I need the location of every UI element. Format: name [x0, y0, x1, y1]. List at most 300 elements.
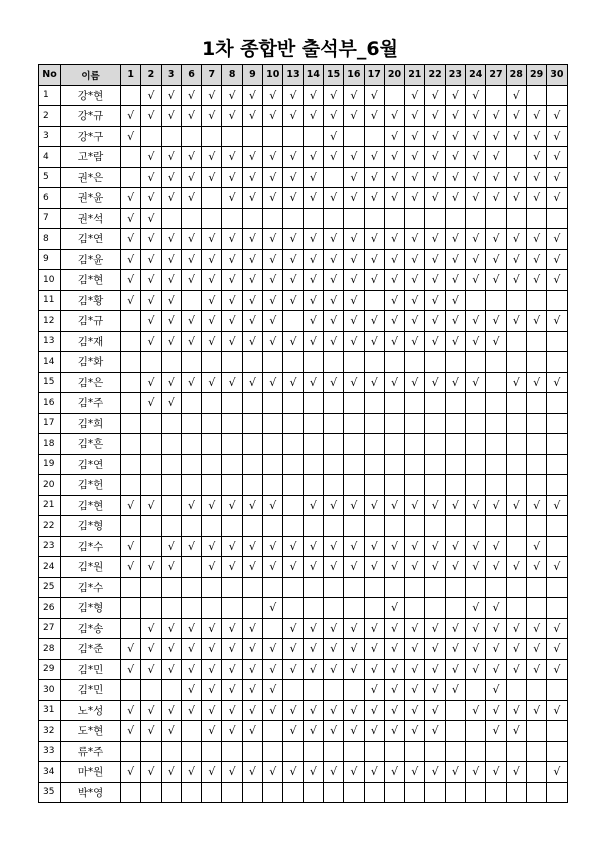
attendance-cell: √: [344, 85, 364, 106]
attendance-cell: √: [242, 721, 262, 742]
attendance-cell: √: [486, 147, 506, 168]
attendance-cell: √: [384, 659, 404, 680]
table-header-row: [39, 65, 568, 86]
attendance-cell: [384, 454, 404, 475]
attendance-cell: √: [526, 557, 546, 578]
attendance-cell: √: [445, 659, 465, 680]
row-number: 19: [39, 454, 61, 475]
attendance-cell: √: [141, 208, 161, 229]
attendance-cell: √: [303, 700, 323, 721]
attendance-cell: √: [181, 639, 201, 660]
attendance-cell: √: [242, 311, 262, 332]
attendance-cell: [121, 680, 141, 701]
attendance-cell: √: [303, 762, 323, 783]
attendance-cell: [506, 741, 526, 762]
attendance-cell: √: [425, 147, 445, 168]
attendance-cell: √: [202, 167, 222, 188]
attendance-cell: √: [283, 85, 303, 106]
header-day: 10: [263, 65, 283, 86]
attendance-cell: [344, 393, 364, 414]
attendance-cell: √: [283, 618, 303, 639]
row-number: 15: [39, 372, 61, 393]
attendance-cell: [202, 434, 222, 455]
attendance-cell: √: [242, 106, 262, 127]
attendance-cell: [161, 495, 181, 516]
attendance-cell: √: [364, 106, 384, 127]
student-name: 김*은: [61, 372, 121, 393]
attendance-cell: [181, 393, 201, 414]
attendance-cell: √: [263, 188, 283, 209]
row-number: 23: [39, 536, 61, 557]
attendance-cell: [121, 352, 141, 373]
attendance-cell: [121, 413, 141, 434]
student-name: 김*재: [61, 331, 121, 352]
attendance-cell: √: [384, 557, 404, 578]
attendance-cell: [364, 126, 384, 147]
attendance-cell: √: [466, 700, 486, 721]
attendance-cell: [405, 741, 425, 762]
attendance-cell: √: [283, 536, 303, 557]
attendance-cell: √: [303, 290, 323, 311]
attendance-cell: √: [222, 762, 242, 783]
attendance-cell: [263, 126, 283, 147]
attendance-cell: √: [344, 290, 364, 311]
attendance-cell: √: [506, 167, 526, 188]
attendance-cell: √: [344, 270, 364, 291]
attendance-cell: [344, 516, 364, 537]
attendance-cell: √: [445, 85, 465, 106]
header-day: 30: [547, 65, 567, 86]
attendance-cell: √: [323, 721, 343, 742]
attendance-cell: [344, 413, 364, 434]
row-number: 22: [39, 516, 61, 537]
attendance-cell: √: [222, 372, 242, 393]
attendance-cell: √: [263, 167, 283, 188]
attendance-cell: √: [526, 700, 546, 721]
attendance-cell: √: [303, 557, 323, 578]
attendance-cell: [405, 352, 425, 373]
attendance-cell: √: [506, 700, 526, 721]
attendance-cell: √: [425, 762, 445, 783]
attendance-cell: √: [384, 680, 404, 701]
attendance-cell: [384, 208, 404, 229]
table-row: [39, 270, 568, 291]
attendance-cell: √: [425, 680, 445, 701]
attendance-cell: [445, 208, 465, 229]
student-name: 강*규: [61, 106, 121, 127]
attendance-cell: [445, 721, 465, 742]
attendance-cell: [121, 598, 141, 619]
attendance-cell: [344, 680, 364, 701]
attendance-cell: [202, 741, 222, 762]
attendance-cell: √: [466, 167, 486, 188]
attendance-cell: [181, 475, 201, 496]
attendance-cell: √: [242, 618, 262, 639]
attendance-cell: [121, 393, 141, 414]
student-name: 권*은: [61, 167, 121, 188]
attendance-cell: [323, 598, 343, 619]
attendance-cell: √: [405, 290, 425, 311]
attendance-cell: [161, 454, 181, 475]
attendance-cell: √: [526, 495, 546, 516]
attendance-cell: [141, 741, 161, 762]
attendance-cell: [547, 331, 567, 352]
row-number: 28: [39, 639, 61, 660]
attendance-cell: [425, 475, 445, 496]
attendance-cell: [466, 434, 486, 455]
student-name: 강*현: [61, 85, 121, 106]
attendance-cell: √: [222, 290, 242, 311]
attendance-cell: √: [384, 618, 404, 639]
table-row: [39, 495, 568, 516]
attendance-cell: √: [323, 762, 343, 783]
attendance-cell: √: [526, 106, 546, 127]
attendance-cell: [425, 393, 445, 414]
attendance-cell: √: [506, 126, 526, 147]
attendance-cell: √: [486, 311, 506, 332]
attendance-cell: [121, 475, 141, 496]
attendance-cell: √: [121, 188, 141, 209]
row-number: 6: [39, 188, 61, 209]
attendance-cell: [242, 454, 262, 475]
header-day: 20: [384, 65, 404, 86]
attendance-cell: [445, 598, 465, 619]
attendance-cell: [202, 782, 222, 803]
attendance-cell: √: [445, 249, 465, 270]
attendance-cell: √: [283, 167, 303, 188]
student-name: 김*민: [61, 659, 121, 680]
attendance-cell: √: [364, 557, 384, 578]
attendance-cell: [263, 352, 283, 373]
attendance-cell: [222, 741, 242, 762]
attendance-cell: √: [323, 290, 343, 311]
attendance-cell: [323, 413, 343, 434]
attendance-cell: √: [405, 331, 425, 352]
attendance-cell: √: [405, 167, 425, 188]
student-name: 김*화: [61, 352, 121, 373]
attendance-cell: √: [242, 700, 262, 721]
attendance-cell: √: [121, 290, 141, 311]
attendance-cell: [323, 782, 343, 803]
table-row: [39, 454, 568, 475]
attendance-cell: √: [202, 700, 222, 721]
attendance-cell: √: [242, 290, 262, 311]
row-number: 8: [39, 229, 61, 250]
attendance-cell: √: [384, 495, 404, 516]
attendance-cell: √: [242, 147, 262, 168]
attendance-cell: √: [486, 598, 506, 619]
attendance-cell: [445, 352, 465, 373]
student-name: 김*수: [61, 536, 121, 557]
student-name: 김*연: [61, 229, 121, 250]
attendance-cell: √: [526, 536, 546, 557]
attendance-cell: √: [161, 85, 181, 106]
attendance-cell: [121, 167, 141, 188]
attendance-cell: [526, 393, 546, 414]
attendance-cell: [547, 721, 567, 742]
attendance-cell: √: [323, 85, 343, 106]
attendance-cell: √: [283, 639, 303, 660]
attendance-cell: [506, 208, 526, 229]
attendance-cell: √: [384, 188, 404, 209]
attendance-cell: √: [364, 659, 384, 680]
table-row: [39, 557, 568, 578]
attendance-cell: √: [283, 762, 303, 783]
attendance-cell: √: [445, 229, 465, 250]
attendance-cell: [486, 475, 506, 496]
attendance-cell: [283, 495, 303, 516]
attendance-cell: √: [202, 85, 222, 106]
attendance-cell: [181, 557, 201, 578]
attendance-cell: [547, 290, 567, 311]
attendance-cell: [384, 577, 404, 598]
table-row: [39, 126, 568, 147]
attendance-cell: [506, 782, 526, 803]
attendance-cell: [486, 434, 506, 455]
attendance-cell: √: [384, 721, 404, 742]
row-number: 4: [39, 147, 61, 168]
attendance-cell: √: [364, 188, 384, 209]
attendance-cell: [121, 434, 141, 455]
attendance-cell: [486, 782, 506, 803]
attendance-cell: √: [202, 680, 222, 701]
attendance-cell: [466, 413, 486, 434]
attendance-cell: [425, 782, 445, 803]
attendance-cell: √: [202, 311, 222, 332]
attendance-cell: √: [283, 229, 303, 250]
attendance-cell: [506, 290, 526, 311]
attendance-cell: √: [222, 167, 242, 188]
row-number: 20: [39, 475, 61, 496]
attendance-cell: √: [466, 331, 486, 352]
row-number: 34: [39, 762, 61, 783]
attendance-cell: √: [526, 249, 546, 270]
attendance-cell: √: [384, 167, 404, 188]
attendance-cell: √: [323, 536, 343, 557]
student-name: 고*람: [61, 147, 121, 168]
attendance-cell: [486, 413, 506, 434]
attendance-cell: √: [181, 536, 201, 557]
attendance-cell: [303, 454, 323, 475]
attendance-cell: [425, 454, 445, 475]
attendance-cell: [445, 454, 465, 475]
header-day: 16: [344, 65, 364, 86]
attendance-cell: √: [181, 680, 201, 701]
page-title: 1차 종합반 출석부_6월: [201, 38, 398, 60]
row-number: 7: [39, 208, 61, 229]
attendance-cell: √: [242, 188, 262, 209]
attendance-cell: √: [486, 721, 506, 742]
row-number: 24: [39, 557, 61, 578]
attendance-cell: √: [486, 106, 506, 127]
attendance-cell: [242, 782, 262, 803]
attendance-cell: √: [141, 188, 161, 209]
attendance-cell: [141, 434, 161, 455]
attendance-cell: √: [405, 680, 425, 701]
attendance-cell: √: [506, 639, 526, 660]
attendance-cell: √: [141, 618, 161, 639]
attendance-cell: √: [141, 659, 161, 680]
attendance-cell: √: [364, 762, 384, 783]
attendance-cell: [263, 208, 283, 229]
attendance-cell: √: [405, 311, 425, 332]
attendance-cell: √: [303, 229, 323, 250]
attendance-cell: √: [344, 762, 364, 783]
attendance-cell: [526, 741, 546, 762]
attendance-cell: √: [466, 270, 486, 291]
attendance-cell: √: [486, 762, 506, 783]
attendance-cell: [425, 741, 445, 762]
attendance-cell: [486, 577, 506, 598]
table-row: [39, 311, 568, 332]
attendance-cell: [526, 454, 546, 475]
attendance-cell: √: [364, 700, 384, 721]
attendance-cell: [364, 598, 384, 619]
attendance-cell: [526, 331, 546, 352]
table-row: [39, 639, 568, 660]
attendance-cell: [161, 741, 181, 762]
attendance-cell: [547, 475, 567, 496]
attendance-cell: √: [202, 495, 222, 516]
attendance-cell: √: [222, 249, 242, 270]
attendance-cell: √: [364, 680, 384, 701]
attendance-cell: √: [364, 311, 384, 332]
attendance-cell: [364, 516, 384, 537]
attendance-cell: √: [222, 618, 242, 639]
attendance-cell: √: [303, 721, 323, 742]
student-name: 김*희: [61, 413, 121, 434]
attendance-cell: [303, 782, 323, 803]
attendance-cell: [222, 516, 242, 537]
attendance-cell: [323, 393, 343, 414]
attendance-cell: √: [181, 270, 201, 291]
attendance-cell: [506, 331, 526, 352]
attendance-cell: √: [506, 106, 526, 127]
attendance-cell: [222, 413, 242, 434]
attendance-cell: √: [323, 270, 343, 291]
attendance-cell: √: [445, 270, 465, 291]
header-day: 28: [506, 65, 526, 86]
attendance-cell: √: [506, 85, 526, 106]
attendance-cell: √: [121, 106, 141, 127]
attendance-cell: √: [283, 659, 303, 680]
attendance-cell: √: [161, 372, 181, 393]
attendance-cell: [364, 782, 384, 803]
attendance-cell: [486, 85, 506, 106]
attendance-cell: √: [202, 721, 222, 742]
attendance-cell: [161, 680, 181, 701]
attendance-cell: √: [526, 167, 546, 188]
attendance-cell: [445, 741, 465, 762]
table-row: [39, 680, 568, 701]
attendance-cell: [181, 208, 201, 229]
attendance-cell: √: [121, 659, 141, 680]
attendance-cell: √: [202, 331, 222, 352]
attendance-cell: √: [141, 270, 161, 291]
attendance-cell: [283, 126, 303, 147]
attendance-cell: √: [121, 536, 141, 557]
student-name: 마*원: [61, 762, 121, 783]
attendance-cell: √: [202, 762, 222, 783]
attendance-cell: √: [547, 270, 567, 291]
header-day: 2: [141, 65, 161, 86]
attendance-cell: √: [547, 167, 567, 188]
attendance-cell: √: [344, 249, 364, 270]
attendance-cell: [242, 577, 262, 598]
attendance-cell: √: [466, 639, 486, 660]
attendance-cell: √: [263, 331, 283, 352]
attendance-cell: √: [405, 372, 425, 393]
attendance-cell: √: [141, 639, 161, 660]
attendance-cell: √: [526, 270, 546, 291]
attendance-cell: √: [283, 721, 303, 742]
attendance-cell: √: [384, 536, 404, 557]
attendance-cell: [202, 188, 222, 209]
attendance-cell: [547, 598, 567, 619]
attendance-cell: √: [405, 188, 425, 209]
attendance-cell: [425, 413, 445, 434]
attendance-cell: [425, 516, 445, 537]
attendance-cell: √: [161, 557, 181, 578]
student-name: 김*윤: [61, 249, 121, 270]
header-day: 9: [242, 65, 262, 86]
attendance-cell: [486, 516, 506, 537]
attendance-cell: √: [547, 618, 567, 639]
row-number: 35: [39, 782, 61, 803]
attendance-cell: √: [547, 188, 567, 209]
attendance-cell: √: [425, 536, 445, 557]
attendance-cell: [344, 782, 364, 803]
attendance-cell: √: [466, 188, 486, 209]
attendance-cell: √: [344, 167, 364, 188]
student-name: 박*영: [61, 782, 121, 803]
attendance-cell: √: [323, 618, 343, 639]
attendance-cell: √: [323, 700, 343, 721]
attendance-cell: √: [344, 106, 364, 127]
attendance-cell: √: [384, 700, 404, 721]
attendance-cell: √: [263, 249, 283, 270]
attendance-cell: √: [222, 557, 242, 578]
attendance-cell: [303, 598, 323, 619]
attendance-cell: [121, 85, 141, 106]
attendance-cell: [181, 454, 201, 475]
attendance-cell: √: [445, 536, 465, 557]
attendance-cell: [263, 782, 283, 803]
attendance-cell: √: [283, 331, 303, 352]
row-number: 13: [39, 331, 61, 352]
attendance-cell: √: [384, 126, 404, 147]
attendance-cell: √: [161, 188, 181, 209]
attendance-cell: [242, 516, 262, 537]
attendance-cell: √: [486, 700, 506, 721]
attendance-cell: √: [547, 147, 567, 168]
attendance-cell: √: [547, 557, 567, 578]
attendance-cell: [161, 208, 181, 229]
attendance-cell: √: [486, 270, 506, 291]
attendance-cell: [425, 434, 445, 455]
attendance-cell: √: [405, 639, 425, 660]
attendance-cell: [161, 475, 181, 496]
attendance-cell: [242, 434, 262, 455]
attendance-cell: [141, 536, 161, 557]
attendance-cell: [486, 290, 506, 311]
attendance-cell: [161, 413, 181, 434]
attendance-cell: [526, 434, 546, 455]
attendance-cell: √: [121, 762, 141, 783]
attendance-cell: [486, 372, 506, 393]
attendance-cell: √: [466, 126, 486, 147]
attendance-cell: √: [526, 126, 546, 147]
